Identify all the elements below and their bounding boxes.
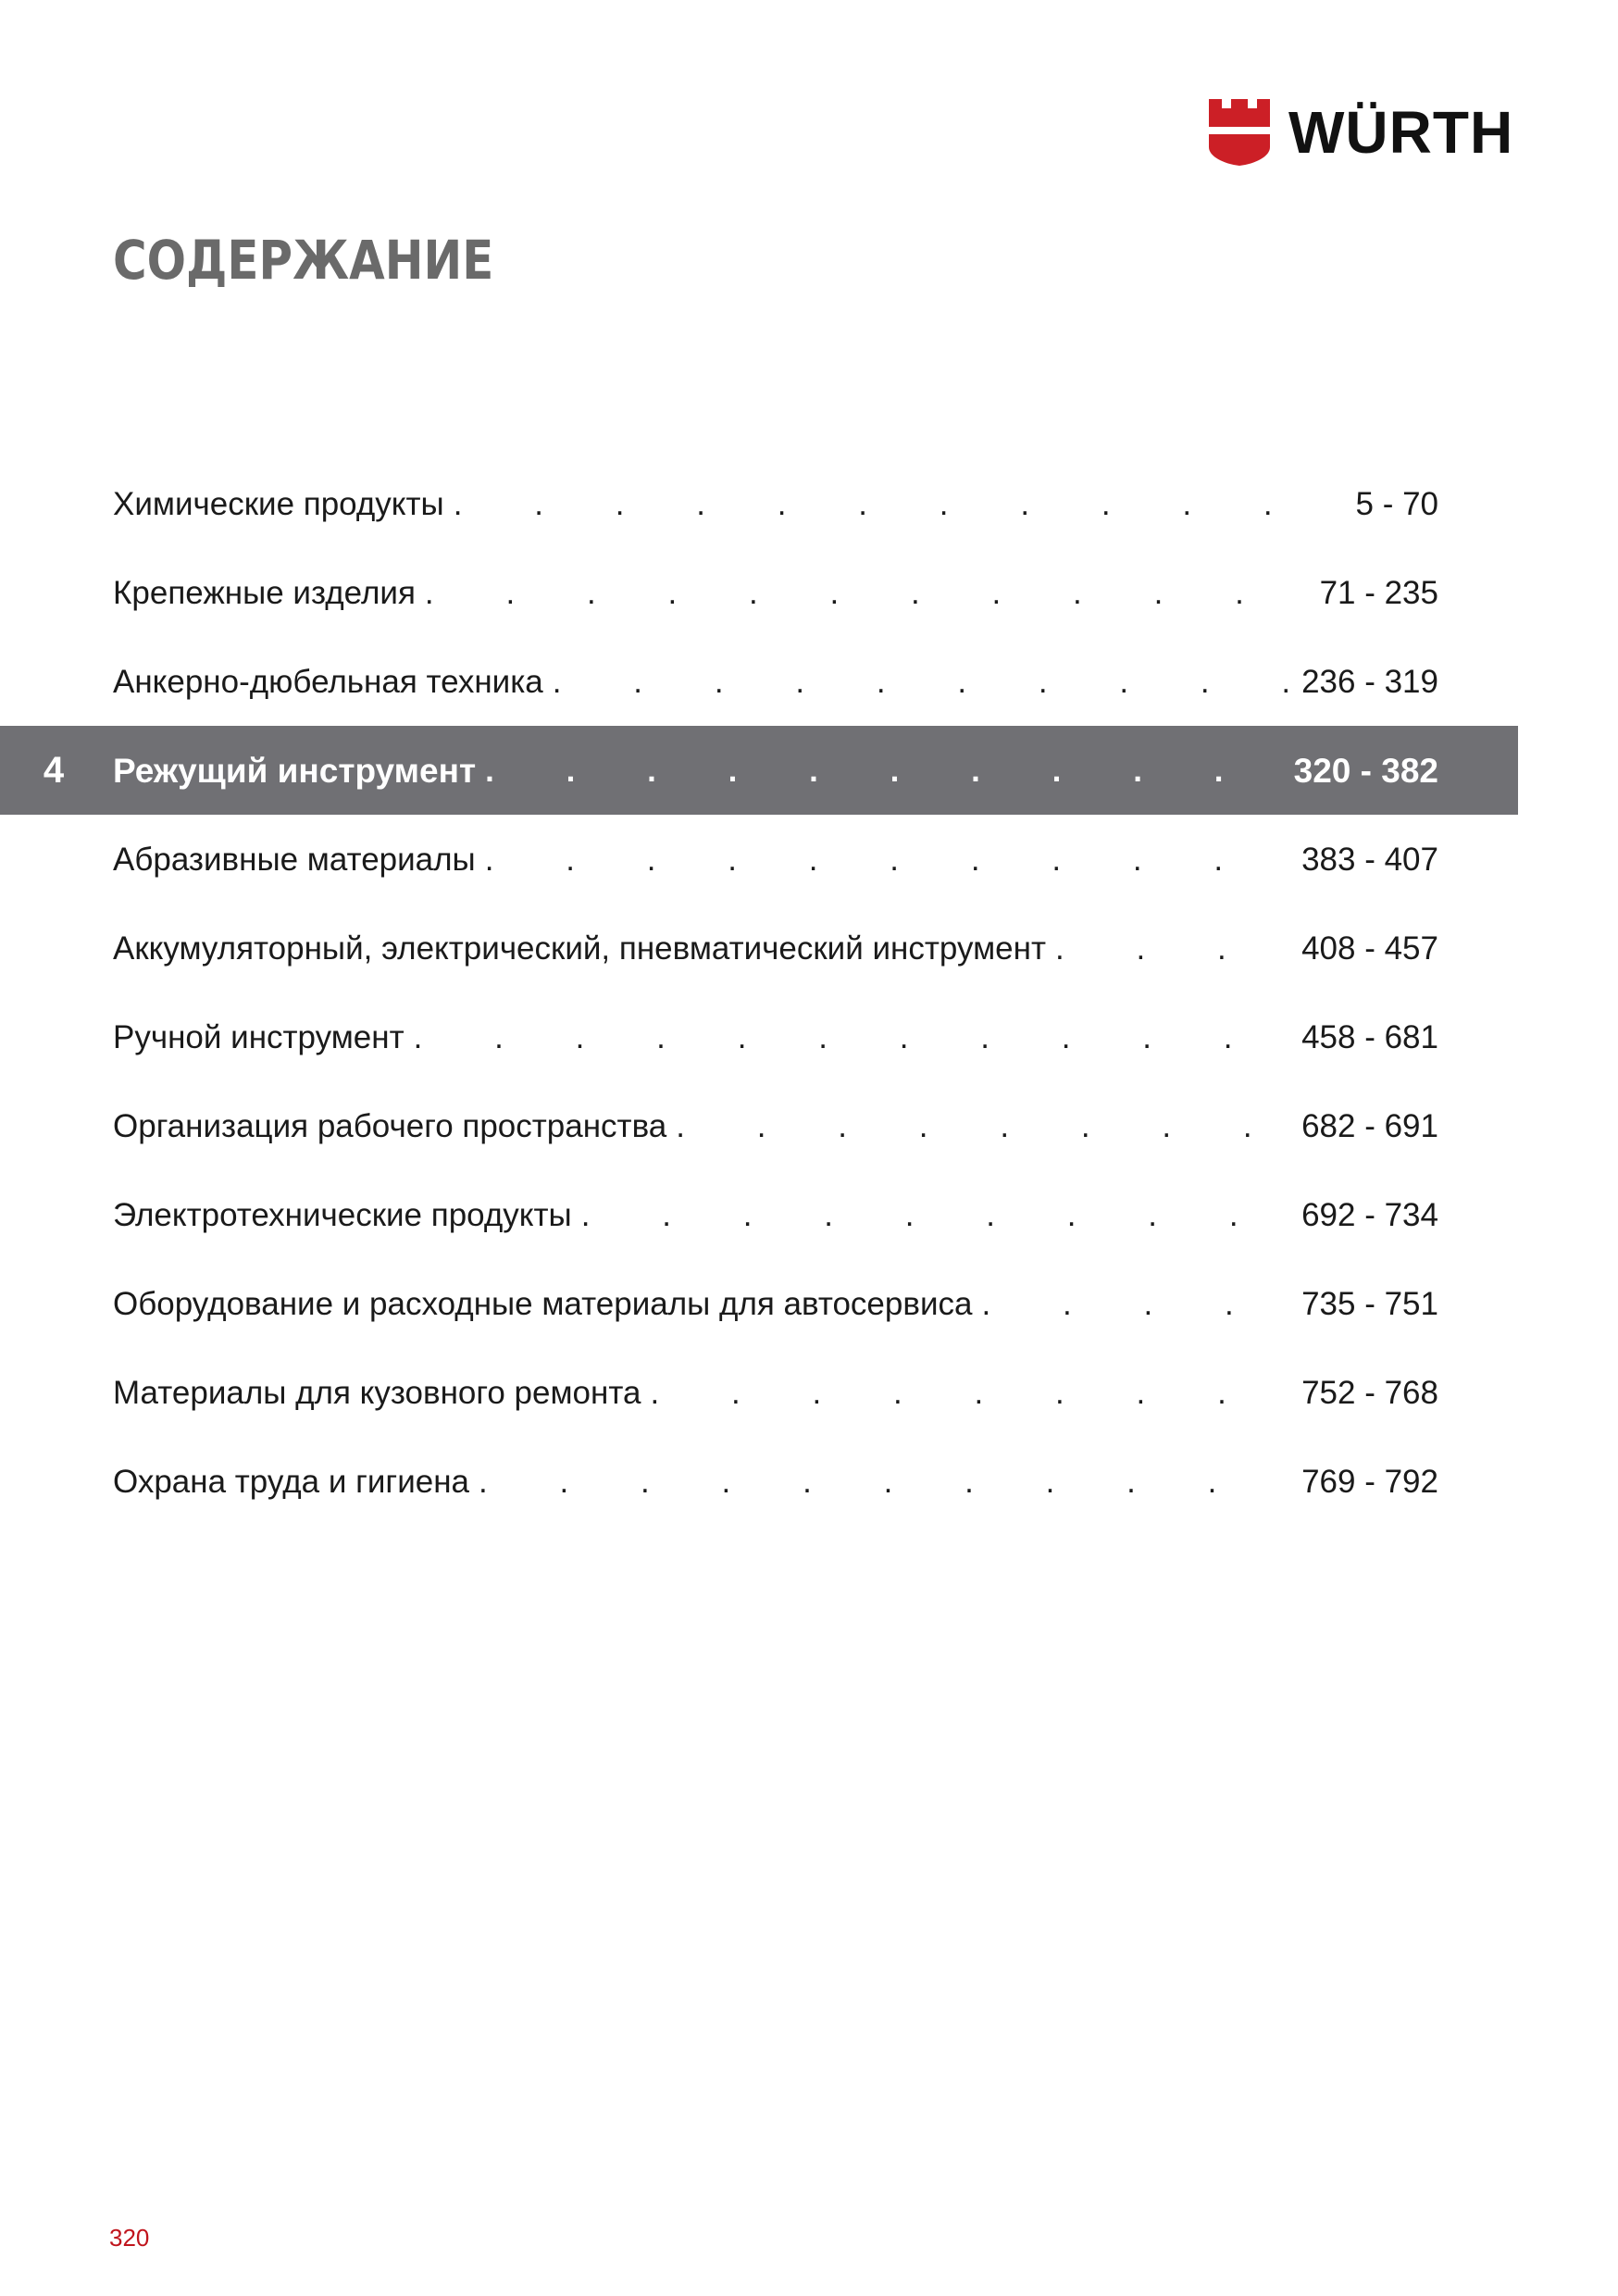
toc-entry-pages: 320 - 382	[1293, 751, 1438, 790]
dot-leader	[1055, 932, 1288, 965]
dot-leader	[454, 488, 1343, 520]
toc-entry-title: Охрана труда и гигиена	[113, 1463, 469, 1500]
toc-entry-pages: 71 - 235	[1319, 574, 1438, 611]
toc-entry-title: Ручной инструмент	[113, 1018, 404, 1055]
page-title: СОДЕРЖАНИЕ	[113, 229, 494, 292]
dot-leader	[485, 843, 1288, 876]
toc-entry-title: Химические продукты	[113, 485, 444, 522]
toc-row-workspace-organization[interactable]	[0, 1081, 1618, 1170]
dot-leader	[425, 577, 1307, 609]
wurth-logo	[1209, 97, 1524, 168]
toc-entry-pages: 458 - 681	[1301, 1018, 1438, 1055]
toc-entry-title: Крепежные изделия	[113, 574, 416, 611]
toc-entry-title: Режущий инструмент	[113, 751, 477, 790]
toc-row-car-service-equipment[interactable]	[0, 1259, 1618, 1348]
toc-row-body-repair-materials[interactable]	[0, 1348, 1618, 1437]
toc-entry	[113, 1374, 1438, 1411]
toc-entry-pages: 5 - 70	[1355, 485, 1438, 522]
toc-entry	[113, 1107, 1438, 1144]
toc-entry-pages: 408 - 457	[1301, 930, 1438, 967]
toc-row-abrasives[interactable]	[0, 815, 1618, 904]
toc-row-hand-tools[interactable]	[0, 992, 1618, 1081]
dot-leader	[676, 1110, 1288, 1142]
toc-entry	[113, 485, 1438, 522]
toc-row-anchor-technology[interactable]	[0, 637, 1618, 726]
dot-leader	[414, 1021, 1288, 1054]
toc-entry-title: Анкерно-дюбельная техника	[113, 663, 543, 700]
toc-row-cutting-tools[interactable]	[0, 726, 1518, 815]
toc-entry	[113, 932, 1438, 965]
toc-entry-pages: 735 - 751	[1301, 1285, 1438, 1322]
toc-entry-title: Абразивные материалы	[113, 841, 476, 878]
dot-leader	[485, 755, 1281, 787]
toc-entry-pages: 682 - 691	[1301, 1107, 1438, 1144]
toc-entry-title: Аккумуляторный, электрический, пневматический инструмент	[113, 930, 1046, 967]
toc-entry	[113, 1196, 1438, 1233]
toc-row-power-tools[interactable]	[0, 904, 1618, 992]
toc-entry	[113, 843, 1438, 876]
toc-entry-title: Материалы для кузовного ремонта	[113, 1374, 641, 1411]
toc-entry-title: Организация рабочего пространства	[113, 1107, 667, 1144]
toc-entry-pages: 383 - 407	[1301, 841, 1438, 878]
toc-row-chemical-products[interactable]	[0, 459, 1618, 548]
toc-entry	[113, 663, 1438, 700]
dot-leader	[553, 666, 1288, 698]
toc-entry	[113, 751, 1438, 790]
wurth-emblem-icon	[1209, 99, 1270, 166]
toc-entry	[113, 1463, 1438, 1500]
toc-row-electrical-products[interactable]	[0, 1170, 1618, 1259]
toc-row-safety-hygiene[interactable]	[0, 1437, 1618, 1526]
dot-leader	[581, 1199, 1288, 1231]
toc-entry	[113, 574, 1438, 611]
toc-row-fasteners[interactable]	[0, 548, 1618, 637]
page-number: 320	[109, 2224, 150, 2252]
table-of-contents	[0, 459, 1618, 1526]
dot-leader	[981, 1288, 1288, 1320]
toc-entry-title: Электротехнические продукты	[113, 1196, 572, 1233]
toc-entry	[113, 1018, 1438, 1055]
toc-entry-title: Оборудование и расходные материалы для автосервиса	[113, 1285, 973, 1322]
toc-entry-pages: 692 - 734	[1301, 1196, 1438, 1233]
toc-entry-pages: 752 - 768	[1301, 1374, 1438, 1411]
toc-entry-pages: 236 - 319	[1301, 663, 1438, 700]
brand-name: WÜRTH	[1288, 99, 1514, 166]
toc-entry	[113, 1285, 1438, 1322]
chapter-number: 4	[43, 749, 65, 791]
dot-leader	[650, 1377, 1288, 1409]
toc-entry-pages: 769 - 792	[1301, 1463, 1438, 1500]
dot-leader	[479, 1466, 1288, 1498]
